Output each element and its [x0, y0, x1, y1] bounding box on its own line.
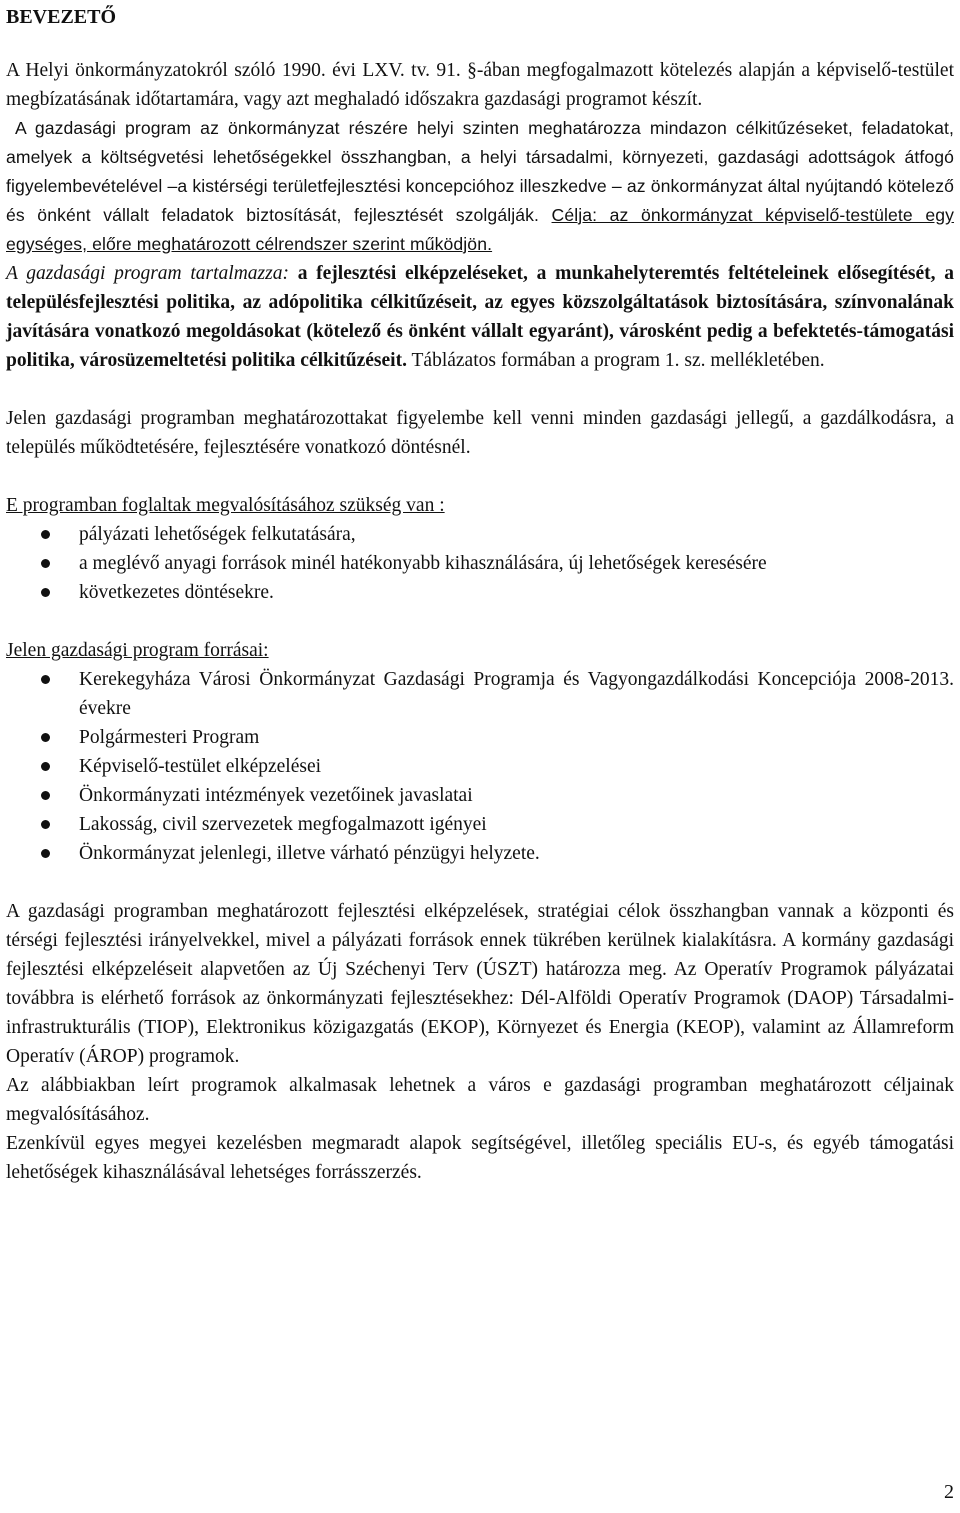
bullet-icon [41, 559, 50, 568]
bullet-icon [41, 820, 50, 829]
applicability-paragraph: Jelen gazdasági programban meghatározottakat figyelembe kell venni minden gazdasági jellegű, a gazdálkodásra, a település működtetésére, fejlesztésére vonatkozó döntésnél. [6, 408, 954, 458]
program-goal-text: Célja: az önkormányzat képviselő-testülete egy egységes, előre meghatározott célrendszer szerint működjön. [6, 205, 954, 254]
additional-funding-paragraph: Ezenkívül egyes megyei kezelésben megmaradt alapok segítségével, illetőleg speciális EU-s, és egyéb támogatási lehetőségek kihasználásával lehetséges forrásszerzés. [6, 1133, 954, 1183]
list-item-text: Önkormányzati intézmények vezetőinek javaslatai [79, 785, 473, 806]
list-item-text: Polgármesteri Program [79, 727, 260, 748]
list-item [6, 839, 954, 868]
funding-paragraph: A gazdasági programban meghatározott fejlesztési elképzelések, stratégiai célok összhangban vannak a központi és térségi fejlesztési irányelvekkel, mivel a pályázati források ennek tükrében kerülnek kialakításra. A kormány gazdasági fejlesztési elképzeléseit alapvetően az Új Széchenyi Terv (ÚSZT) határozza meg. Az Operatív Programok pályázatai továbbra is elérhető források az önkormányzati fejlesztésekhez: Dél-Alföldi Operatív Programok (DAOP) Társadalmi-infrastrukturális (TIOP), Elektronikus közigazgatás (EKOP), Környezet és Energia (KEOP), valamint az Államreform Operatív (ÁROP) programok. [6, 901, 954, 1067]
sources-list [6, 665, 954, 868]
bullet-icon [41, 733, 50, 742]
program-description-paragraph [6, 114, 954, 259]
list-item-text: Képviselő-testület elképzelései [79, 756, 322, 777]
list-item [6, 520, 954, 549]
intro-paragraph: A Helyi önkormányzatokról szóló 1990. évi LXV. tv. 91. §-ában megfogalmazott kötelezés alapján a képviselő-testület megbízatásának időtartamára, vagy azt meghaladó időszakra gazdasági programot készít. [6, 60, 954, 110]
bullet-icon [41, 762, 50, 771]
list-item-text: pályázati lehetőségek felkutatására, [79, 524, 356, 545]
list-item-text: Önkormányzat jelenlegi, illetve várható pénzügyi helyzete. [79, 843, 540, 864]
bullet-icon [41, 588, 50, 597]
bullet-icon [41, 530, 50, 539]
list-item [6, 578, 954, 607]
list-item-text: következetes döntésekre. [79, 582, 274, 603]
programs-paragraph: Az alábbiakban leírt programok alkalmasak lehetnek a város e gazdasági programban meghatározott céljainak megvalósításához. [6, 1075, 954, 1125]
section-title: BEVEZETŐ [6, 6, 117, 28]
list-item [6, 752, 954, 781]
page-number: 2 [944, 1481, 954, 1503]
program-contents-tail: Táblázatos formában a program 1. sz. mellékletében. [411, 350, 825, 371]
bullet-icon [41, 791, 50, 800]
needs-heading: E programban foglaltak megvalósításához szükség van : [6, 495, 445, 516]
program-description-text: A gazdasági program az önkormányzat részére helyi szinten meghatározza mindazon célkitűzéseket, feladatokat, amelyek a költségvetési lehetőségekkel összhangban, a helyi társadalmi, környezeti, gazdasági adottságok átfogó figyelembevételével –a kistérségi területfejlesztési koncepcióhoz illeszkedve – az önkormányzat által nyújtandó kötelező és önként vállalt feladatok biztosítását, fejlesztését szolgálják. [6, 118, 954, 225]
bullet-icon [41, 675, 50, 684]
program-contents-paragraph [6, 259, 954, 375]
sources-heading: Jelen gazdasági program forrásai: [6, 640, 269, 661]
list-item [6, 723, 954, 752]
list-item-text: a meglévő anyagi források minél hatékonyabb kihasználására, új lehetőségek keresésére [79, 553, 767, 574]
list-item [6, 665, 954, 723]
list-item-text: Kerekegyháza Városi Önkormányzat Gazdasági Programja és Vagyongazdálkodási Koncepciója 2008-2013. évekre [79, 669, 954, 719]
bullet-icon [41, 849, 50, 858]
needs-list [6, 520, 954, 607]
list-item-text: Lakosság, civil szervezetek megfogalmazott igényei [79, 814, 487, 835]
list-item [6, 781, 954, 810]
list-item [6, 810, 954, 839]
list-item [6, 549, 954, 578]
program-contents-label: A gazdasági program tartalmazza: [6, 263, 289, 284]
program-contents-bold: a fejlesztési elképzeléseket, a munkahelyteremtés feltételeinek elősegítését, a településfejlesztési politika, az adópolitika célkitűzéseit, az egyes közszolgáltatások biztosítására, színvonalának javítására vonatkozó megoldásokat (kötelező és önként vállalt egyaránt), városként pedig a befektetés-támogatási politika, városüzemeltetési politika célkitűzéseit. [6, 263, 954, 371]
